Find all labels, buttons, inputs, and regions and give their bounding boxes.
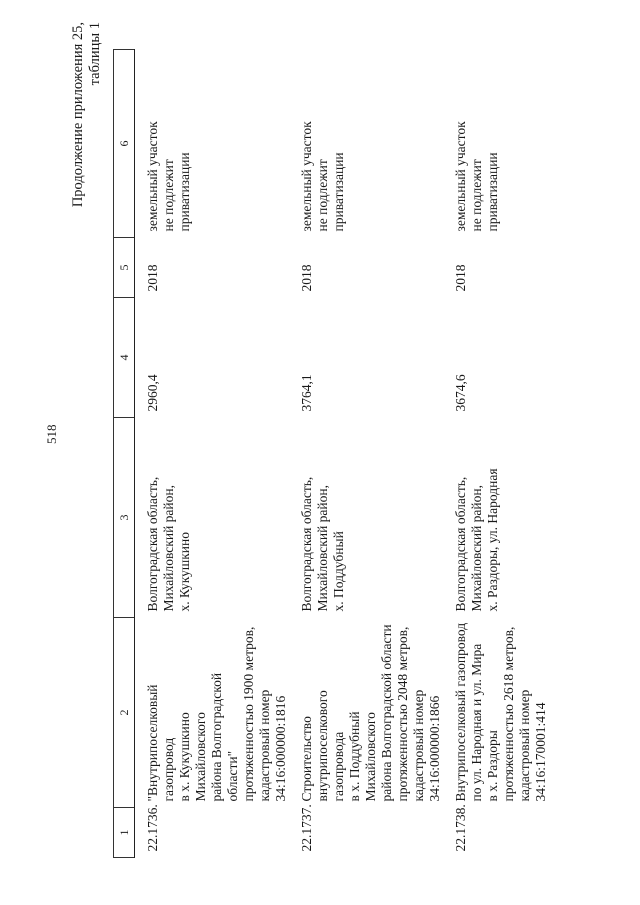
- column-header: 4: [114, 298, 135, 418]
- object-year: 2018: [453, 264, 468, 292]
- row-number: 22.1736.: [145, 804, 160, 852]
- object-value: 3674,6: [453, 374, 468, 412]
- object-note: земельный участок не подлежит приватизации: [299, 121, 346, 232]
- property-table-container: [113, 50, 623, 858]
- column-header: 2: [114, 618, 135, 808]
- object-year: 2018: [145, 264, 160, 292]
- object-note: земельный участок не подлежит приватизации: [453, 121, 500, 232]
- object-note: земельный участок не подлежит приватизации: [145, 121, 192, 232]
- table-header-row: [114, 50, 135, 858]
- page-number: 518: [44, 424, 59, 444]
- column-header: 5: [114, 238, 135, 298]
- column-header: 3: [114, 418, 135, 618]
- object-address: Волгоградская область, Михайловский район, х. Раздоры, ул. Народная: [453, 468, 500, 612]
- continuation-header: [70, 22, 104, 242]
- column-header: 1: [114, 808, 135, 858]
- property-table: [113, 49, 566, 858]
- column-header: 6: [114, 50, 135, 238]
- table-row: [135, 50, 290, 858]
- table-row: [443, 50, 566, 858]
- object-value: 3764,1: [299, 374, 314, 412]
- continuation-line-1: Продолжение приложения 25,: [70, 22, 86, 208]
- object-address: Волгоградская область, Михайловский район, х. Поддубный: [299, 476, 346, 612]
- row-number: 22.1738.: [453, 804, 468, 852]
- row-number: 22.1737.: [299, 804, 314, 852]
- continuation-line-2: таблицы 1: [87, 22, 103, 86]
- object-name: Строительство внутрипоселкового газопровода в х. Поддубный Михайловского района Волгоградской области протяженностью 2048 метров, кадастровый номер 34:16:000000:1866: [299, 624, 442, 802]
- object-year: 2018: [299, 264, 314, 292]
- object-name: "Внутрипоселковый газопровод в х. Кукушкино Михайловского района Волгоградской области" протяженностью 1900 метров, кадастровый номер 34:16:000000:1816: [145, 626, 288, 802]
- table-row: [289, 50, 443, 858]
- object-value: 2960,4: [145, 374, 160, 412]
- object-name: Внутрипоселковый газопровод по ул. Народная и ул. Мира в х. Раздоры протяженностью 2618 метров, кадастровый номер 34:16:170001:414: [453, 622, 548, 802]
- object-address: Волгоградская область, Михайловский район, х. Кукушкино: [145, 476, 192, 612]
